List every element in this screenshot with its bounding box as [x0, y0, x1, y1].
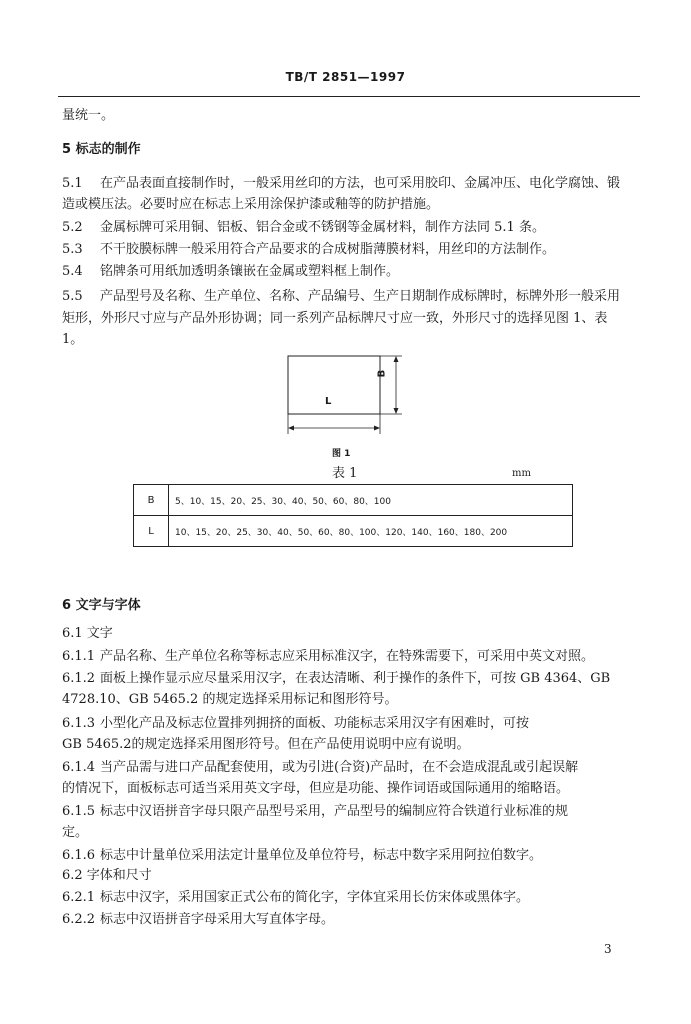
clause-number: 5.3: [62, 242, 83, 257]
clause-number: 6.1.3: [62, 716, 96, 731]
clause-6-1-3: [62, 714, 529, 734]
clause-6-1-2-line-2: 4728.10、GB 5465.2 的规定选择采用标记和图形符号。: [62, 692, 398, 707]
clause-6-1-5-line-2: 定。: [62, 825, 89, 840]
clause-5-1-line-2: 造或模压法。必要时应在标志上采用涂保护漆或釉等的防护措施。: [62, 197, 440, 212]
document-code-header: TB/T 2851—1997: [285, 70, 406, 84]
clause-text: 小型化产品及标志位置排列拥挤的面板、功能标志采用汉字有困难时，可按: [100, 716, 530, 731]
clause-number: 6.1.4: [62, 760, 96, 775]
clause-number: 5.4: [62, 264, 83, 279]
clause-5-2: [62, 218, 545, 238]
section-5-heading: 5 标志的制作: [62, 142, 141, 157]
clause-number: 5.5: [62, 289, 83, 304]
clause-6-1-1: [62, 647, 594, 667]
clause-text: 产品名称、生产单位名称等标志应采用标准汉字，在特殊需要下，可采用中英文对照。: [100, 649, 595, 664]
dimensions-table: [133, 484, 573, 547]
page-number: 3: [604, 942, 612, 956]
clause-text: 不干胶膜标牌一般采用符合产品要求的合成树脂薄膜材料，用丝印的方法制作。: [100, 242, 556, 257]
figure-1-drawing: [280, 352, 415, 440]
clause-number: 5.1: [62, 176, 83, 191]
table-row: [134, 485, 573, 516]
clause-text: 金属标牌可采用铜、铝板、铝合金或不锈钢等金属材料，制作方法同 5.1 条。: [100, 220, 545, 235]
dimension-label-l: L: [325, 396, 332, 407]
clause-number: 6.2.2: [62, 912, 96, 927]
clause-6-1-5: [62, 802, 568, 822]
clause-6-1-6: [62, 846, 542, 866]
section-6-heading: 6 文字与字体: [62, 598, 141, 613]
clause-number: 6.1.6: [62, 848, 96, 863]
dimension-label-b: B: [376, 369, 388, 378]
clause-number: 6.2.1: [62, 890, 96, 905]
clause-number: 6.1.5: [62, 804, 96, 819]
clause-text: 铭牌条可用纸加透明条镶嵌在金属或塑料框上制作。: [100, 264, 400, 279]
clause-6-1-4: [62, 758, 578, 778]
clause-5-5-line-3: 1。: [62, 332, 84, 347]
figure-1-caption: 图 1: [332, 449, 351, 459]
clause-text: 当产品需与进口产品配套使用，或为引进(合资)产品时，在不会造成混乱或引起误解: [100, 760, 579, 775]
clause-5-5-line-2: 矩形，外形尺寸应与产品外形协调；同一系列产品标牌尺寸应一致，外形尺寸的选择见图 1、表: [62, 311, 608, 326]
clause-6-1-3-line-2: GB 5465.2的规定选择采用图形符号。但在产品使用说明中应有说明。: [62, 737, 470, 752]
plate-rectangle: [288, 356, 380, 414]
clause-5-1: [62, 174, 620, 194]
clause-5-4: [62, 262, 399, 282]
clause-6-1-2: [62, 669, 610, 689]
subsection-6-2-heading: 6.2 字体和尺寸: [62, 868, 152, 883]
paragraph-continuation: 量统一。: [62, 108, 115, 123]
table-cell-values: 10、15、20、25、30、40、50、60、80、100、120、140、160、180、200: [169, 516, 573, 547]
table-cell-key: B: [134, 485, 169, 516]
clause-6-2-1: [62, 888, 529, 908]
table-1-title: 表 1: [332, 466, 358, 481]
clause-6-1-4-line-2: 的情况下，面板标志可适当采用英文字母，但应是功能、操作词语或国际通用的缩略语。: [62, 781, 570, 796]
clause-5-3: [62, 240, 555, 260]
clause-text: 面板上操作显示应尽量采用汉字，在表达清晰、利于操作的条件下，可按 GB 4364、GB: [100, 671, 611, 686]
clause-number: 6.1.2: [62, 671, 96, 686]
table-cell-values: 5、10、15、20、25、30、40、50、60、80、100: [169, 485, 573, 516]
table-cell-key: L: [134, 516, 169, 547]
clause-text: 在产品表面直接制作时，一般采用丝印的方法，也可采用胶印、金属冲压、电化学腐蚀、锻: [100, 176, 621, 191]
clause-text: 标志中计量单位采用法定计量单位及单位符号，标志中数字采用阿拉伯数字。: [100, 848, 543, 863]
clause-number: 5.2: [62, 220, 83, 235]
clause-6-2-2: [62, 910, 334, 930]
clause-text: 标志中汉语拼音字母只限产品型号采用，产品型号的编制应符合铁道行业标准的规: [100, 804, 569, 819]
clause-text: 产品型号及名称、生产单位、名称、产品编号、生产日期制作成标牌时，标牌外形一般采用: [100, 289, 621, 304]
table-1-unit: mm: [512, 468, 531, 479]
clause-text: 标志中汉语拼音字母采用大写直体字母。: [100, 912, 335, 927]
header-rule: [58, 96, 640, 97]
clause-number: 6.1.1: [62, 649, 96, 664]
table-row: [134, 516, 573, 547]
subsection-6-1-heading: 6.1 文字: [62, 626, 113, 641]
clause-5-5: [62, 287, 620, 307]
clause-text: 标志中汉字，采用国家正式公布的简化字，字体宜采用长仿宋体或黑体字。: [100, 890, 530, 905]
